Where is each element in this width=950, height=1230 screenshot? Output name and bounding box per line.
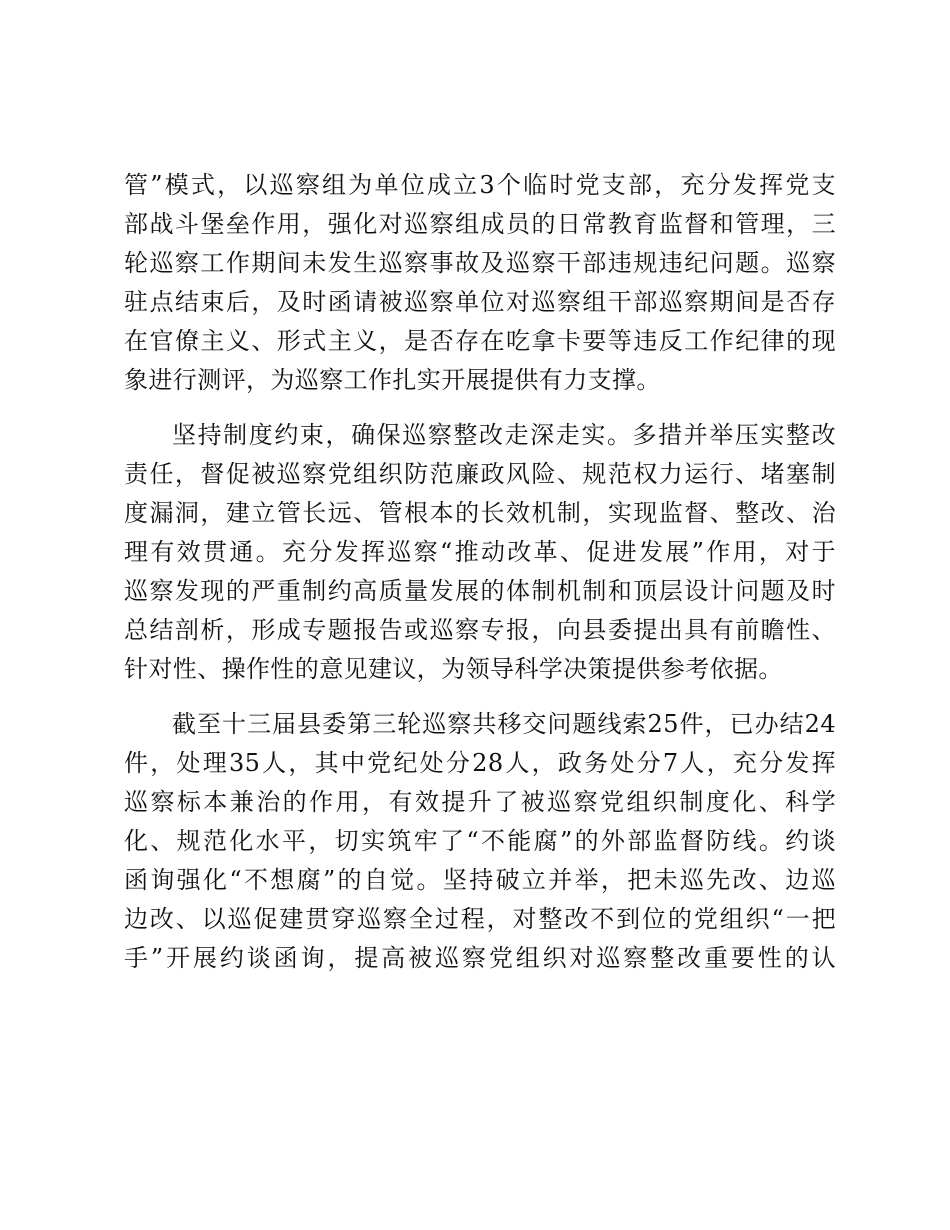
- text-line: 在官僚主义、形式主义，是否存在吃拿卡要等违反工作纪律的现: [124, 327, 836, 355]
- text-line: 理有效贯通。充分发挥巡察“推动改革、促进发展”作用，对于: [124, 538, 836, 566]
- text-line: 驻点结束后，及时函请被巡察单位对巡察组干部巡察期间是否存: [124, 288, 836, 316]
- text-line: 部战斗堡垒作用，强化对巡察组成员的日常教育监督和管理，三: [124, 210, 836, 238]
- document-body: [124, 166, 836, 994]
- text-line: 巡察发现的严重制约高质量发展的体制机制和顶层设计问题及时: [124, 577, 836, 605]
- text-line: 边改、以巡促建贯穿巡察全过程，对整改不到位的党组织“一把: [124, 905, 836, 933]
- text-line: 针对性、操作性的意见建议，为领导科学决策提供参考依据。: [124, 655, 783, 683]
- text-line: 手”开展约谈函询，提高被巡察党组织对巡察整改重要性的认: [124, 944, 836, 972]
- text-line: 截至十三届县委第三轮巡察共移交问题线索25件，已办结24: [172, 710, 836, 738]
- text-line: 总结剖析，形成专题报告或巡察专报，向县委提出具有前瞻性、: [124, 616, 836, 644]
- text-line: 度漏洞，建立管长远、管根本的长效机制，实现监督、整改、治: [124, 499, 836, 527]
- paragraph-3: [124, 705, 836, 978]
- text-line: 象进行测评，为巡察工作扎实开展提供有力支撑。: [124, 366, 661, 394]
- text-line: 函询强化“不想腐”的自觉。坚持破立并举，把未巡先改、边巡: [124, 866, 836, 894]
- text-line: 件，处理35人，其中党纪处分28人，政务处分7人，充分发挥: [124, 749, 836, 777]
- paragraph-1: [124, 166, 836, 400]
- text-line: 轮巡察工作期间未发生巡察事故及巡察干部违规违纪问题。巡察: [124, 249, 836, 277]
- text-line: 坚持制度约束，确保巡察整改走深走实。多措并举压实整改: [172, 421, 836, 449]
- text-line: 巡察标本兼治的作用，有效提升了被巡察党组织制度化、科学: [124, 788, 836, 816]
- text-line: 化、规范化水平，切实筑牢了“不能腐”的外部监督防线。约谈: [124, 827, 836, 855]
- text-line: 管”模式，以巡察组为单位成立3个临时党支部，充分发挥党支: [124, 171, 836, 199]
- paragraph-2: [124, 416, 836, 689]
- text-line: 责任，督促被巡察党组织防范廉政风险、规范权力运行、堵塞制: [124, 460, 836, 488]
